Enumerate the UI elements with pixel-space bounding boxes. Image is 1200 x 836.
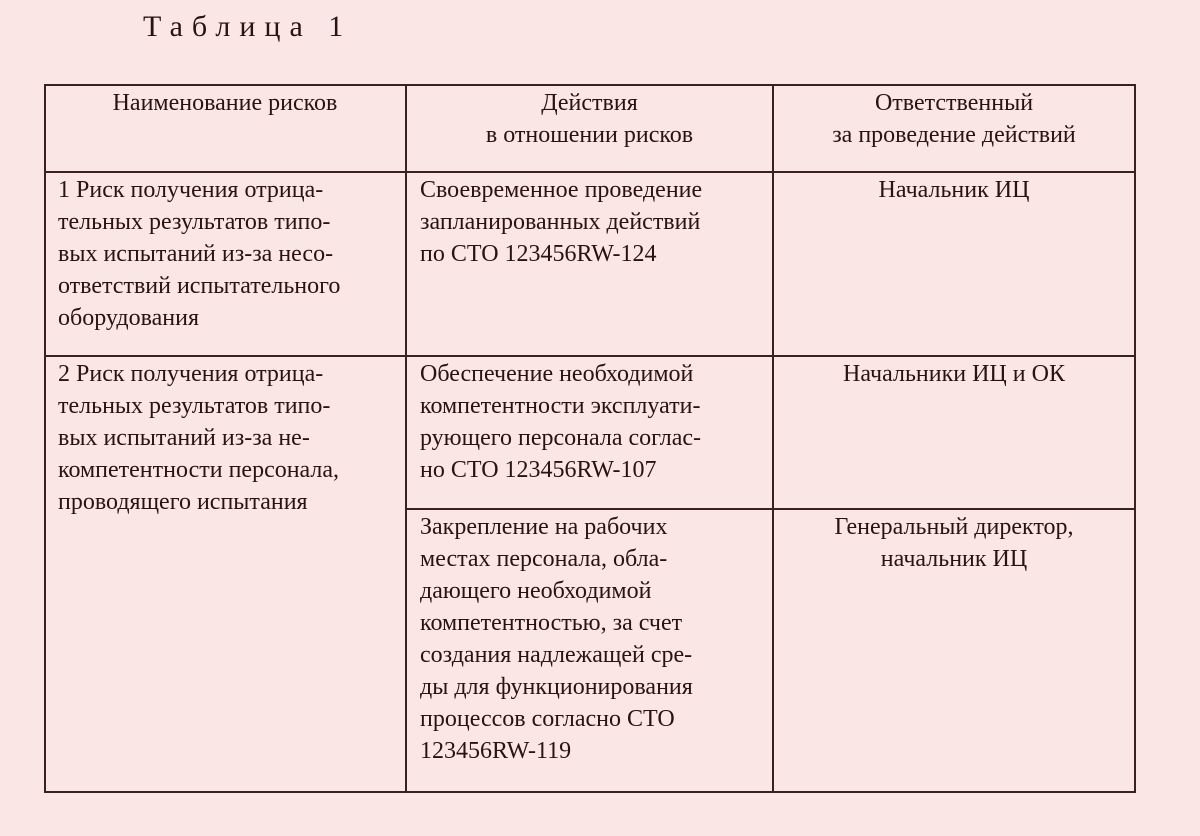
- header-line: Наименование рисков: [112, 90, 338, 116]
- cell-line: ды для функционирования: [420, 674, 693, 700]
- cell-line: 1 Риск получения отрица-: [58, 177, 324, 203]
- cell-line: дающего необходимой: [420, 578, 652, 604]
- cell-line: 2 Риск получения отрица-: [58, 361, 324, 387]
- cell-line: местах персонала, обла-: [420, 546, 668, 572]
- row2-action-1: [420, 358, 701, 486]
- header-line: за проведение действий: [832, 122, 1076, 148]
- cell-line: Обеспечение необходимой: [420, 361, 694, 387]
- header-actions: [406, 87, 773, 151]
- header-divider: [44, 171, 1136, 173]
- cell-line: ответствий испытательного: [58, 273, 341, 299]
- column-divider-1: [405, 84, 407, 793]
- cell-line: тельных результатов типо-: [58, 393, 331, 419]
- cell-line: компетентностью, за счет: [420, 610, 683, 636]
- cell-line: Своевременное проведение: [420, 177, 703, 203]
- cell-line: Начальники ИЦ и ОК: [843, 361, 1065, 387]
- row2-responsible-2: [773, 511, 1135, 575]
- row2-action-2: [420, 511, 693, 767]
- cell-line: 123456RW-119: [420, 738, 572, 764]
- header-line: Ответственный: [874, 90, 1034, 116]
- cell-line: компетентности персонала,: [58, 457, 340, 483]
- row1-responsible: [773, 174, 1135, 206]
- cell-line: компетентности эксплуати-: [420, 393, 701, 419]
- cell-line: вых испытаний из-за несо-: [58, 241, 334, 267]
- row-divider: [44, 355, 1136, 357]
- cell-line: но СТО 123456RW-107: [420, 457, 657, 483]
- subrow-divider: [406, 508, 1136, 510]
- cell-line: проводящего испытания: [58, 489, 308, 515]
- cell-line: начальник ИЦ: [880, 546, 1028, 572]
- table-title: Таблица 1: [143, 10, 353, 43]
- row2-risk: [58, 358, 339, 518]
- cell-line: по СТО 123456RW-124: [420, 241, 657, 267]
- header-line: Действия: [541, 90, 638, 116]
- row1-risk: [58, 174, 340, 334]
- cell-line: запланированных действий: [420, 209, 701, 235]
- header-line: в отношении рисков: [485, 122, 694, 148]
- cell-line: создания надлежащей сре-: [420, 642, 693, 668]
- cell-line: Закрепление на рабочих: [420, 514, 668, 540]
- cell-line: процессов согласно СТО: [420, 706, 675, 732]
- row2-responsible-1: [773, 358, 1135, 390]
- table-border-bottom: [44, 791, 1136, 793]
- cell-line: вых испытаний из-за не-: [58, 425, 310, 451]
- cell-line: Начальник ИЦ: [878, 177, 1030, 203]
- cell-line: тельных результатов типо-: [58, 209, 331, 235]
- header-risk-name: [44, 87, 406, 119]
- cell-line: рующего персонала соглас-: [420, 425, 702, 451]
- table-border-top: [44, 84, 1136, 86]
- row1-action: [420, 174, 702, 270]
- table-border-left: [44, 84, 46, 793]
- cell-line: Генеральный директор,: [834, 514, 1074, 540]
- header-responsible: [773, 87, 1135, 151]
- cell-line: оборудования: [58, 305, 199, 331]
